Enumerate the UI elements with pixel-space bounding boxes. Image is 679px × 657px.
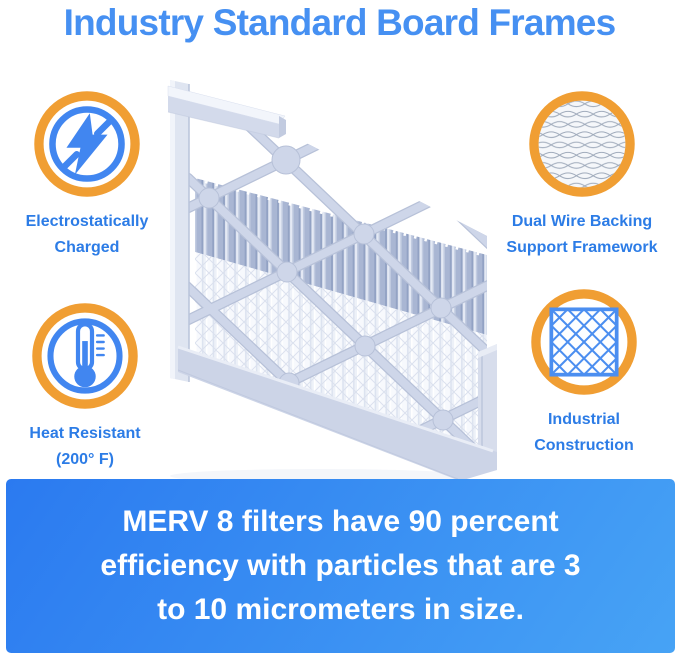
banner-line: to 10 micrometers in size. [157,593,524,626]
pleated-air-filter-illustration [160,70,505,485]
lightning-icon [31,88,143,200]
feature-heat-resistant [2,300,168,473]
feature-label: Dual Wire Backing Support Framework [506,213,658,256]
feature-label: Heat Resistant (200° F) [29,425,141,468]
page-title: Industry Standard Board Frames [63,2,616,43]
feature-industrial [500,286,668,459]
lattice-icon [528,286,640,398]
feature-label: Industrial Construction [534,411,634,454]
wire-mesh-icon [526,88,638,200]
banner-line: MERV 8 filters have 90 percent [122,505,559,538]
feature-electrostatic [4,88,170,261]
thermometer-icon [29,300,141,412]
feature-wire-backing [496,88,668,261]
info-banner [6,479,675,653]
feature-label: Electrostatically Charged [25,213,149,256]
banner-line: efficiency with particles that are 3 [100,549,581,582]
